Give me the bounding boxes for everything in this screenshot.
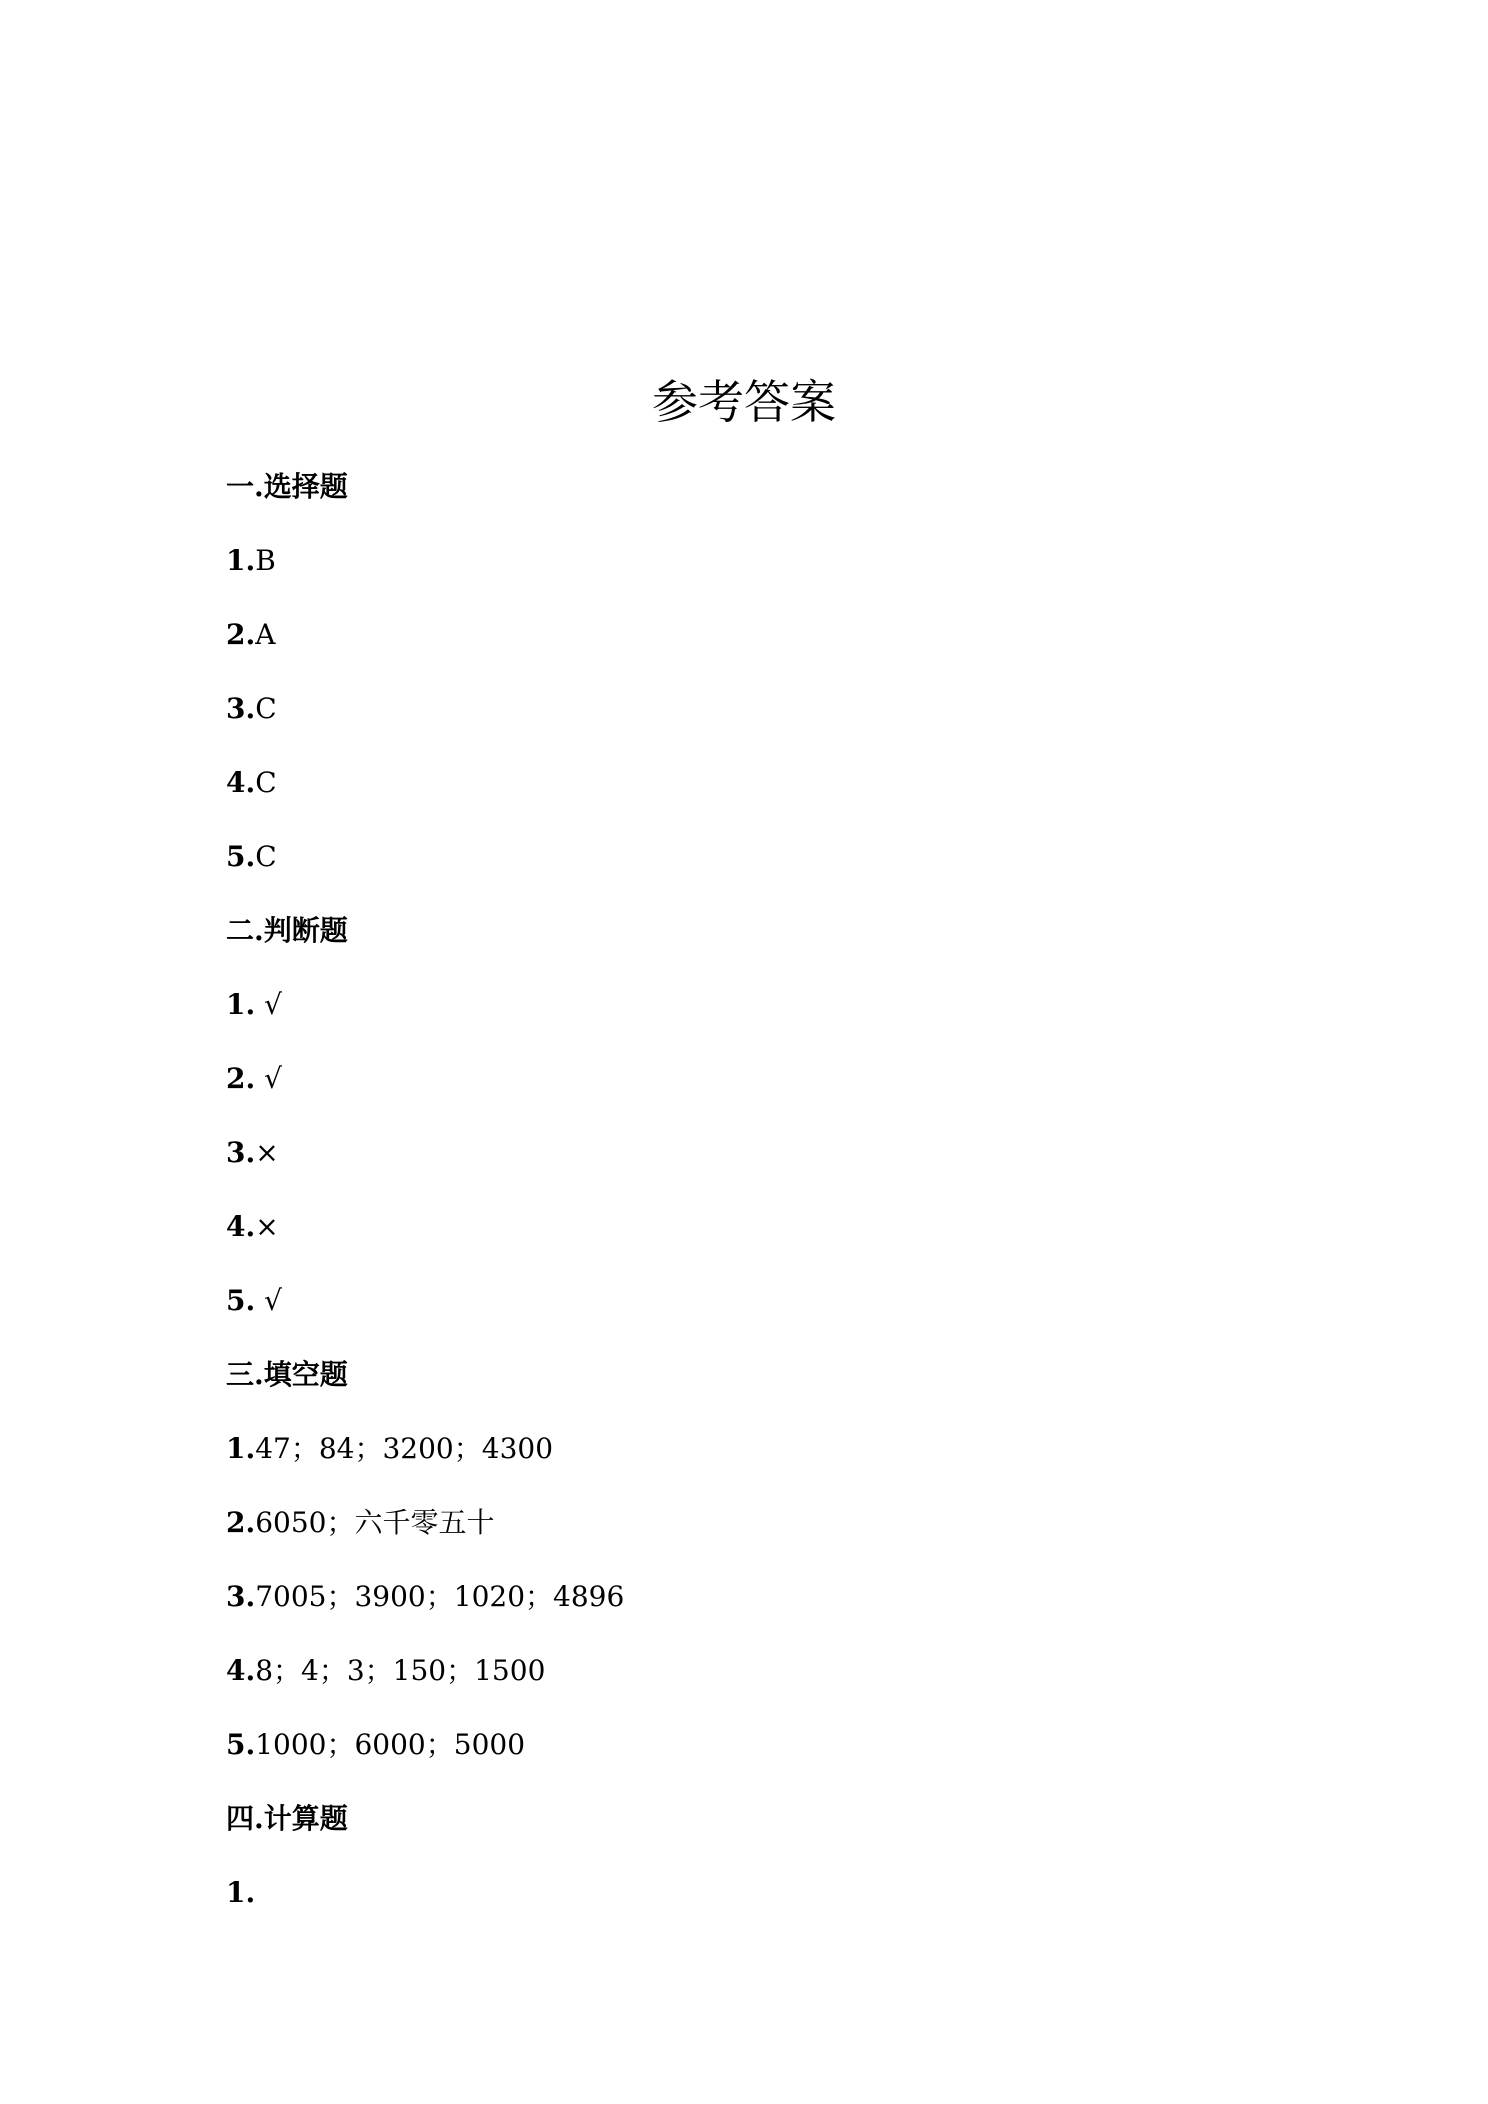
- page-title: 参考答案: [652, 375, 836, 429]
- answer-value: 47；84；3200；4300: [255, 1432, 554, 1465]
- answer-number: 5.: [226, 1284, 256, 1317]
- answer-number: 1.: [226, 1876, 256, 1909]
- answer-value: 8；4；3；150；1500: [255, 1654, 546, 1687]
- answer-line: [226, 1503, 495, 1543]
- section-heading-calculation: 四.计算题: [226, 1802, 348, 1835]
- answer-number: 3.: [226, 1136, 256, 1169]
- answer-number: 3.: [226, 1580, 256, 1613]
- answer-line: [226, 985, 282, 1025]
- answer-value: C: [255, 840, 277, 873]
- answer-value: C: [255, 766, 277, 799]
- answer-line: [226, 1577, 624, 1617]
- answer-number: 2.: [226, 618, 256, 651]
- answer-line: [226, 541, 276, 581]
- answer-line: [226, 689, 277, 729]
- answer-value: √: [255, 1284, 282, 1317]
- answer-line: [226, 837, 277, 877]
- answer-number: 2.: [226, 1062, 256, 1095]
- answer-line: [226, 1133, 279, 1173]
- answer-number: 4.: [226, 766, 256, 799]
- answer-value: √: [255, 1062, 282, 1095]
- answer-value: 6050；六千零五十: [255, 1506, 495, 1539]
- answer-value: B: [255, 544, 276, 577]
- answer-value: 7005；3900；1020；4896: [255, 1580, 625, 1613]
- section-heading-judgment: 二.判断题: [226, 914, 348, 947]
- answer-number: 2.: [226, 1506, 256, 1539]
- answer-number: 1.: [226, 988, 256, 1021]
- answer-number: 3.: [226, 692, 256, 725]
- answer-line: [226, 1429, 553, 1469]
- section-heading-fill-blank: 三.填空题: [226, 1358, 348, 1391]
- answer-line: [226, 1651, 545, 1691]
- answer-line: [226, 1281, 282, 1321]
- answer-line: [226, 615, 275, 655]
- answer-value: √: [255, 988, 282, 1021]
- answer-line: [226, 763, 277, 803]
- answer-number: 5.: [226, 840, 256, 873]
- answer-number: 1.: [226, 544, 256, 577]
- answer-number: 4.: [226, 1210, 256, 1243]
- answer-line: [226, 1873, 255, 1913]
- answer-value: ×: [255, 1136, 279, 1169]
- answer-value: ×: [255, 1210, 279, 1243]
- answer-number: 5.: [226, 1728, 256, 1761]
- section-heading-choice: 一.选择题: [226, 470, 348, 503]
- answer-line: [226, 1059, 282, 1099]
- answer-number: 1.: [226, 1432, 256, 1465]
- answer-value: 1000；6000；5000: [255, 1728, 526, 1761]
- answer-number: 4.: [226, 1654, 256, 1687]
- answer-value: C: [255, 692, 277, 725]
- answer-line: [226, 1725, 525, 1765]
- answer-value: A: [255, 618, 276, 651]
- answer-line: [226, 1207, 279, 1247]
